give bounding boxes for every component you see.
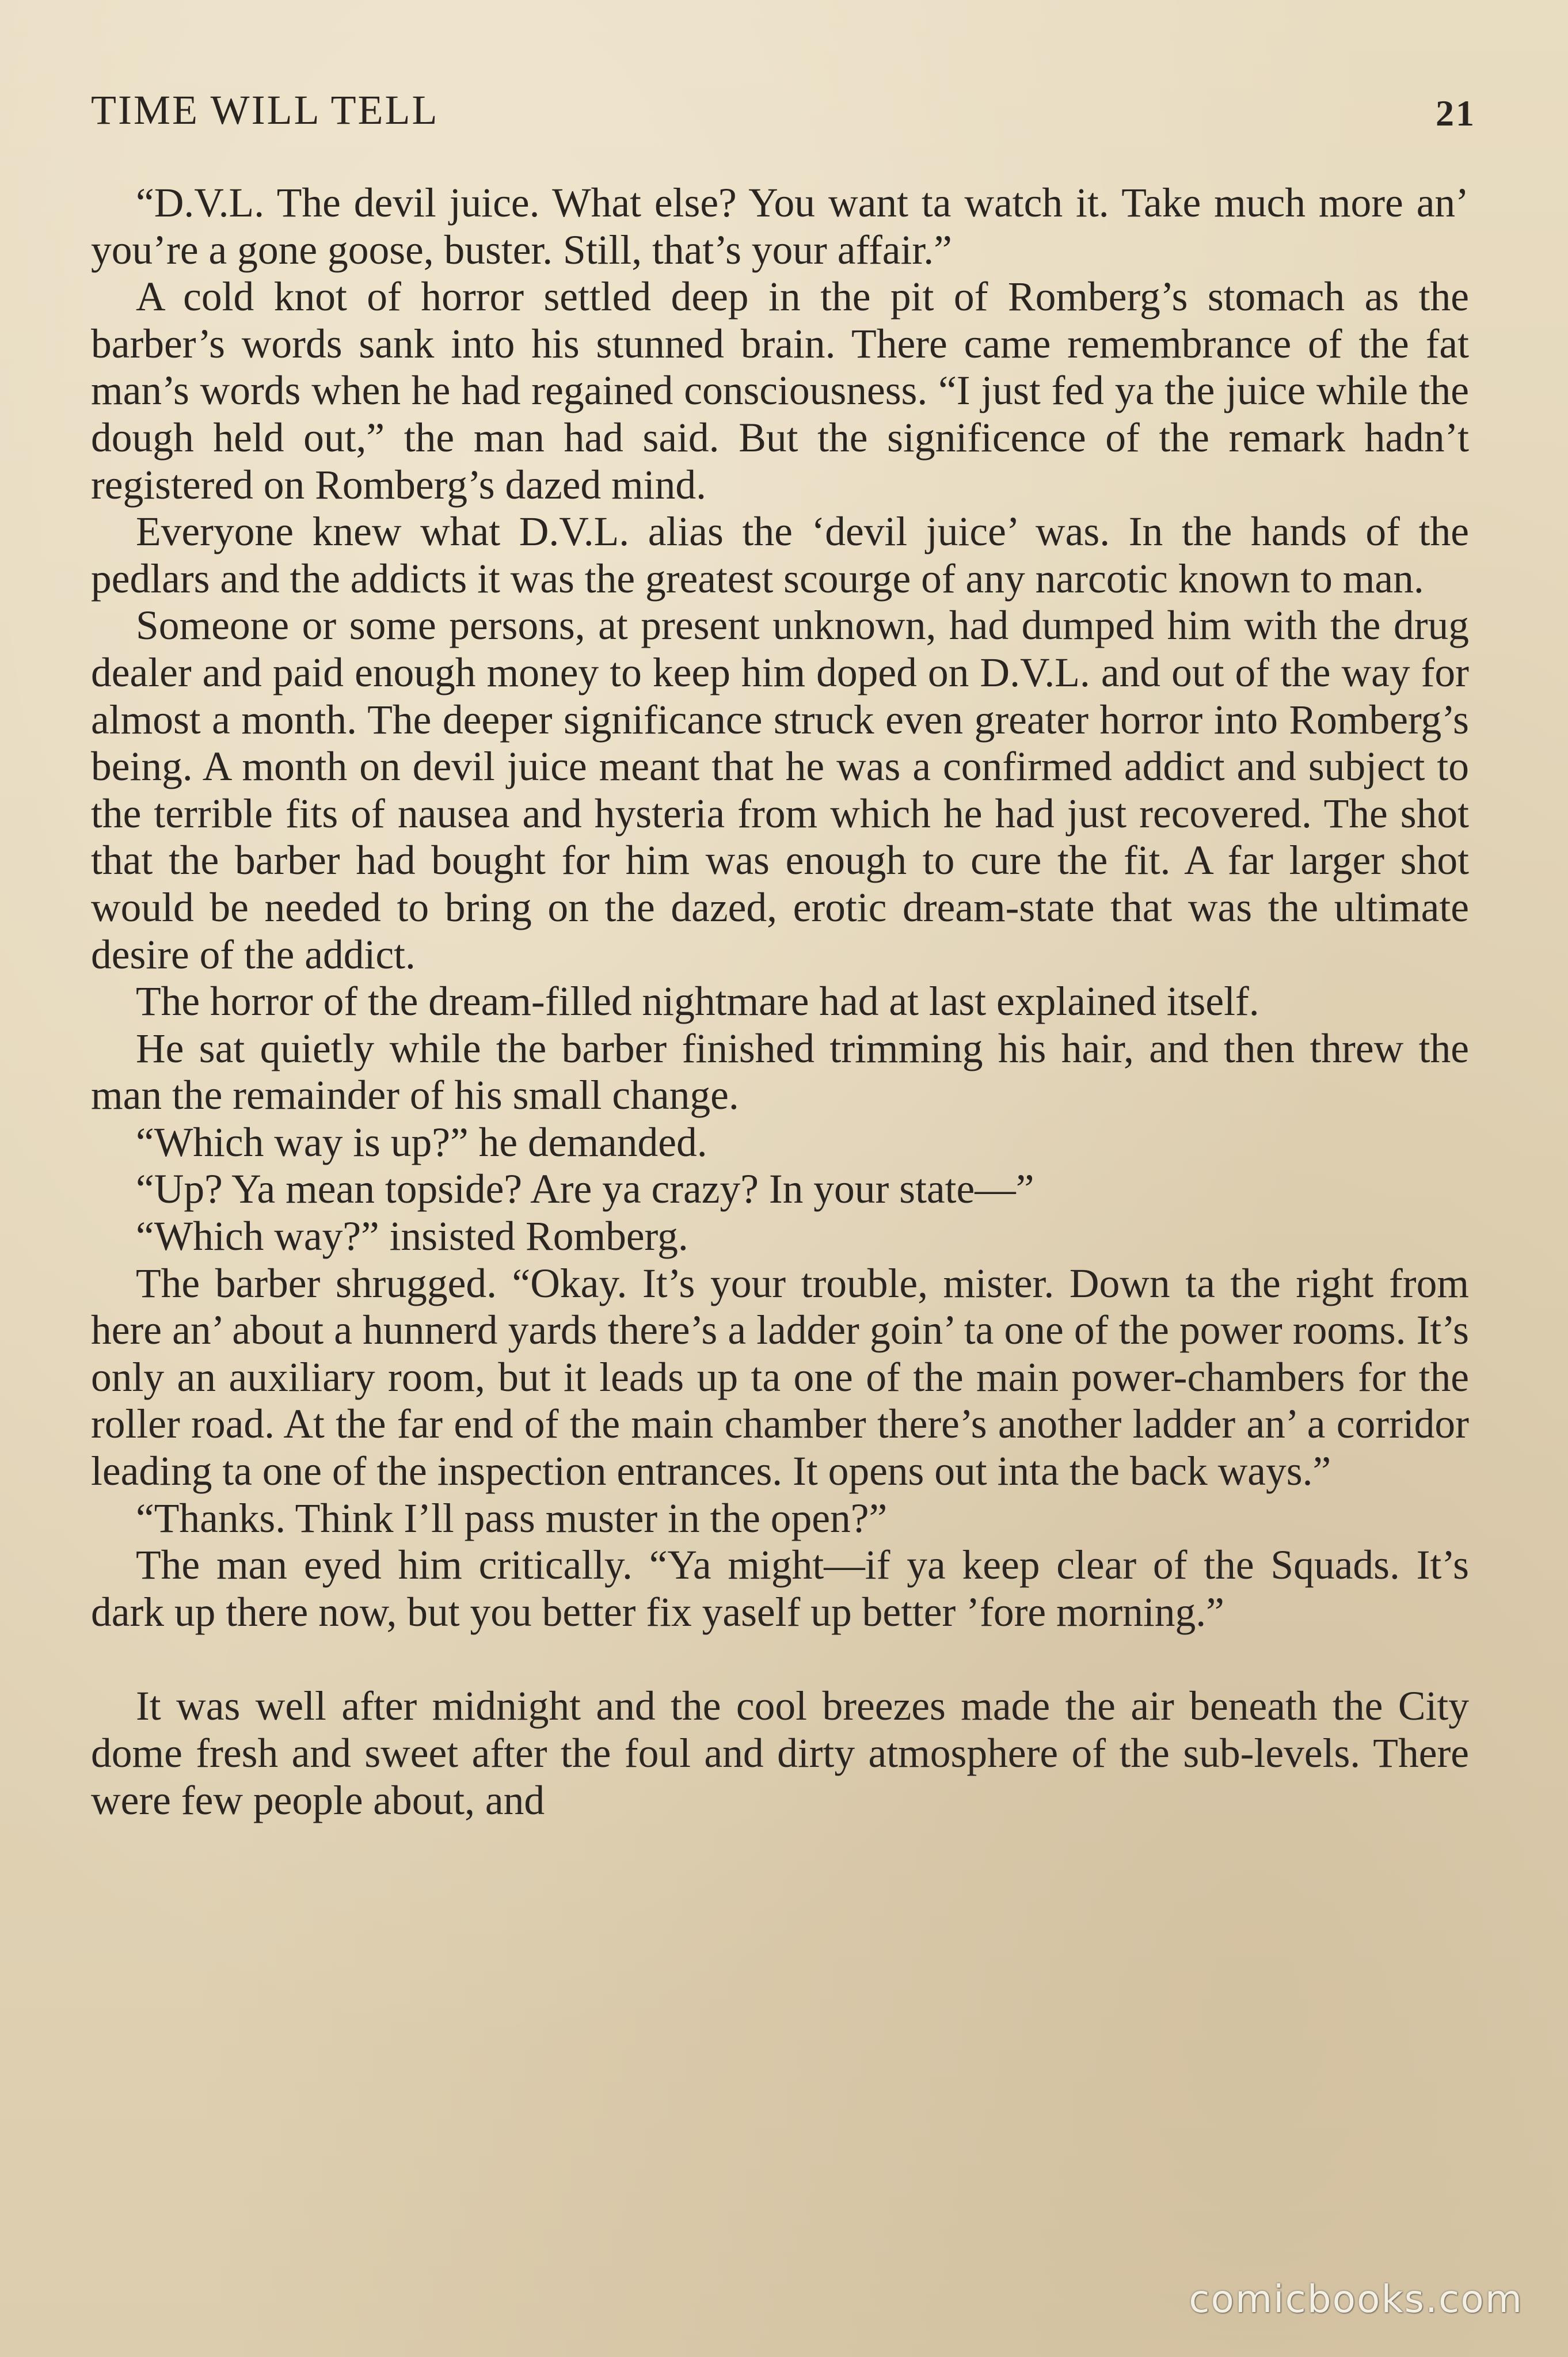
paragraph: “Thanks. Think I’ll pass muster in the open?” bbox=[136, 1495, 888, 1541]
paragraph: Everyone knew what D.V.L. alias the ‘devil juice’ was. In the hands of the pedlars and the addicts it was the greatest scourge of any narcotic known to man. bbox=[91, 509, 1469, 602]
page-number: 21 bbox=[1436, 93, 1476, 134]
paragraph: He sat quietly while the barber finished trimming his hair, and then threw the man the remainder of his small change. bbox=[91, 1025, 1469, 1119]
paragraph: It was well after midnight and the cool breezes made the air beneath the City dome fresh and sweet after the foul and dirty atmosphere of the sub-levels. There were few people about, and bbox=[91, 1683, 1469, 1823]
paragraph: A cold knot of horror settled deep in the pit of Romberg’s stomach as the barber’s words sank into his stunned brain. There came remembrance of the fat man’s words when he had regained consciousness. “I just fed ya the juice while the dough held out,” the man had said. But the significence of the remark hadn’t registered on Romberg’s dazed mind. bbox=[91, 274, 1469, 508]
paragraph: The barber shrugged. “Okay. It’s your trouble, mister. Down ta the right from here an’ about a hunnerd yards there’s a ladder goin’ ta one of the power rooms. It’s only an auxiliary room, but it leads up ta one of the main power-chambers for the roller road. At the far end of the main chamber there’s another ladder an’ a corridor leading ta one of the inspection entrances. It opens out inta the back ways.” bbox=[91, 1260, 1469, 1495]
watermark-text: comicbooks.com bbox=[1189, 2277, 1523, 2321]
chapter-title: TIME WILL TELL bbox=[91, 87, 439, 133]
section-break bbox=[91, 1636, 1469, 1683]
body-text bbox=[91, 180, 1469, 1824]
running-head bbox=[91, 86, 1476, 144]
paragraph: The horror of the dream-filled nightmare had at last explained itself. bbox=[136, 979, 1259, 1025]
paragraph: “Which way is up?” he demanded. bbox=[136, 1119, 707, 1165]
paragraph: “Up? Ya mean topside? Are ya crazy? In your state—” bbox=[136, 1166, 1034, 1212]
paragraph: Someone or some persons, at present unknown, had dumped him with the drug dealer and paid enough money to keep him doped on D.V.L. and out of the way for almost a month. The deeper significance struck even greater horror into Romberg’s being. A month on devil juice meant that he was a confirmed addict and subject to the terrible fits of nausea and hysteria from which he had just recovered. The shot that the barber had bought for him was enough to cure the fit. A far larger shot would be needed to bring on the dazed, erotic dream-state that was the ultimate desire of the addict. bbox=[91, 603, 1469, 978]
paragraph: “D.V.L. The devil juice. What else? You want ta watch it. Take much more an’ you’re a gone goose, buster. Still, that’s your affair.” bbox=[91, 180, 1469, 273]
paragraph: The man eyed him critically. “Ya might—if ya keep clear of the Squads. It’s dark up there now, but you better fix yaself up better ’fore morning.” bbox=[91, 1542, 1469, 1635]
paragraph: “Which way?” insisted Romberg. bbox=[136, 1214, 688, 1260]
